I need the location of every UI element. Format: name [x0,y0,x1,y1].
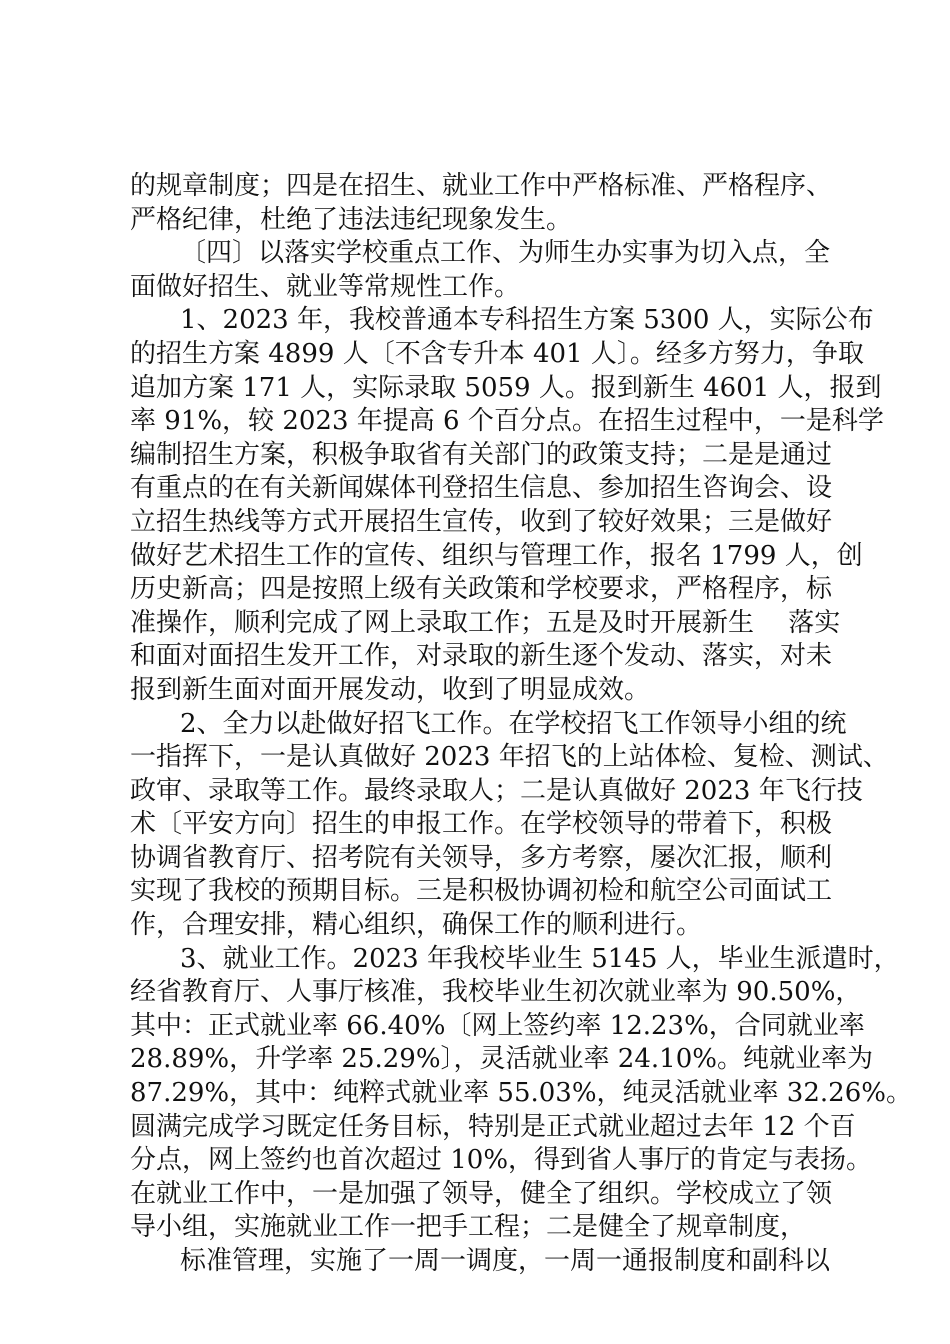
text-line: 和面对面招生发开工作，对录取的新生逐个发动、落实，对未 [130,641,833,672]
text-line: 立招生热线等方式开展招生宣传，收到了较好效果；三是做好 [130,506,833,537]
text-line: 在就业工作中，一是加强了领导，健全了组织。学校成立了领 [130,1178,833,1209]
text-line: 有重点的在有关新闻媒体刊登招生信息、参加招生咨询会、设 [130,473,833,504]
text-line: 编制招生方案，积极争取省有关部门的政策支持；二是是通过 [130,439,833,470]
text-line: 报到新生面对面开展发动，收到了明显成效。 [130,674,651,705]
text-line: 的规章制度；四是在招生、就业工作中严格标准、严格程序、 [130,171,833,201]
text-line: 历史新高；四是按照上级有关政策和学校要求，严格程序，标 [130,574,833,605]
paragraph-2-start: 2、全力以赴做好招飞工作。在学校招飞工作领导小组的统 [180,708,847,739]
paragraph-4-start: 标准管理，实施了一周一调度，一周一通报制度和副科以 [180,1246,831,1276]
text-line: 28.89%，升学率 25.29%〕，灵活就业率 24.10%。纯就业率为 [130,1044,873,1075]
text-line: 严格纪律，杜绝了违法违纪现象发生。 [130,204,573,235]
text-line: 其中：正式就业率 66.40%〔网上签约率 12.23%，合同就业率 [130,1010,865,1041]
paragraph-1-start: 1、2023 年，我校普通本专科招生方案 5300 人，实际公布 [180,305,874,336]
text-line: 做好艺术招生工作的宣传、组织与管理工作，报名 1799 人，创 [130,540,863,571]
text-line: 面做好招生、就业等常规性工作。 [130,271,521,302]
section-heading-4: 〔四〕以落实学校重点工作、为师生办实事为切入点，全 [180,238,831,269]
text-line: 一指挥下，一是认真做好 2023 年招飞的上站体检、复检、测试、 [130,742,889,773]
text-line: 圆满完成学习既定任务目标，特别是正式就业超过去年 12 个百 [130,1111,856,1142]
text-line: 作，合理安排，精心组织，确保工作的顺利进行。 [130,910,703,941]
text-line: 经省教育厅、人事厅核准，我校毕业生初次就业率为 90.50%， [130,977,862,1008]
text-line: 实现了我校的预期目标。三是积极协调初检和航空公司面试工 [130,876,833,907]
text-line: 率 91%，较 2023 年提高 6 个百分点。在招生过程中，一是科学 [130,406,884,437]
text-line: 协调省教育厅、招考院有关领导，多方考察，屡次汇报，顺利 [130,842,833,873]
text-line: 导小组，实施就业工作一把手工程；二是健全了规章制度， [130,1212,807,1243]
paragraph-3-start: 3、就业工作。2023 年我校毕业生 5145 人，毕业生派遣时， [180,943,900,974]
text-line: 的招生方案 4899 人〔不含专升本 401 人〕。经多方努力，争取 [130,338,864,369]
text-line: 政审、录取等工作。最终录取人；二是认真做好 2023 年飞行技 [130,775,863,806]
text-line: 分点，网上签约也首次超过 10%，得到省人事厅的肯定与表扬。 [130,1145,873,1176]
text-line: 术〔平安方向〕招生的申报工作。在学校领导的带着下，积极 [130,809,833,840]
document-page [130,170,912,1279]
text-line: 追加方案 171 人，实际录取 5059 人。报到新生 4601 人，报到 [130,372,882,403]
text-line: 准操作，顺利完成了网上录取工作；五是及时开展新生 落实 [130,607,841,638]
text-line: 87.29%，其中：纯粹式就业率 55.03%，纯灵活就业率 32.26%。 [130,1078,912,1109]
